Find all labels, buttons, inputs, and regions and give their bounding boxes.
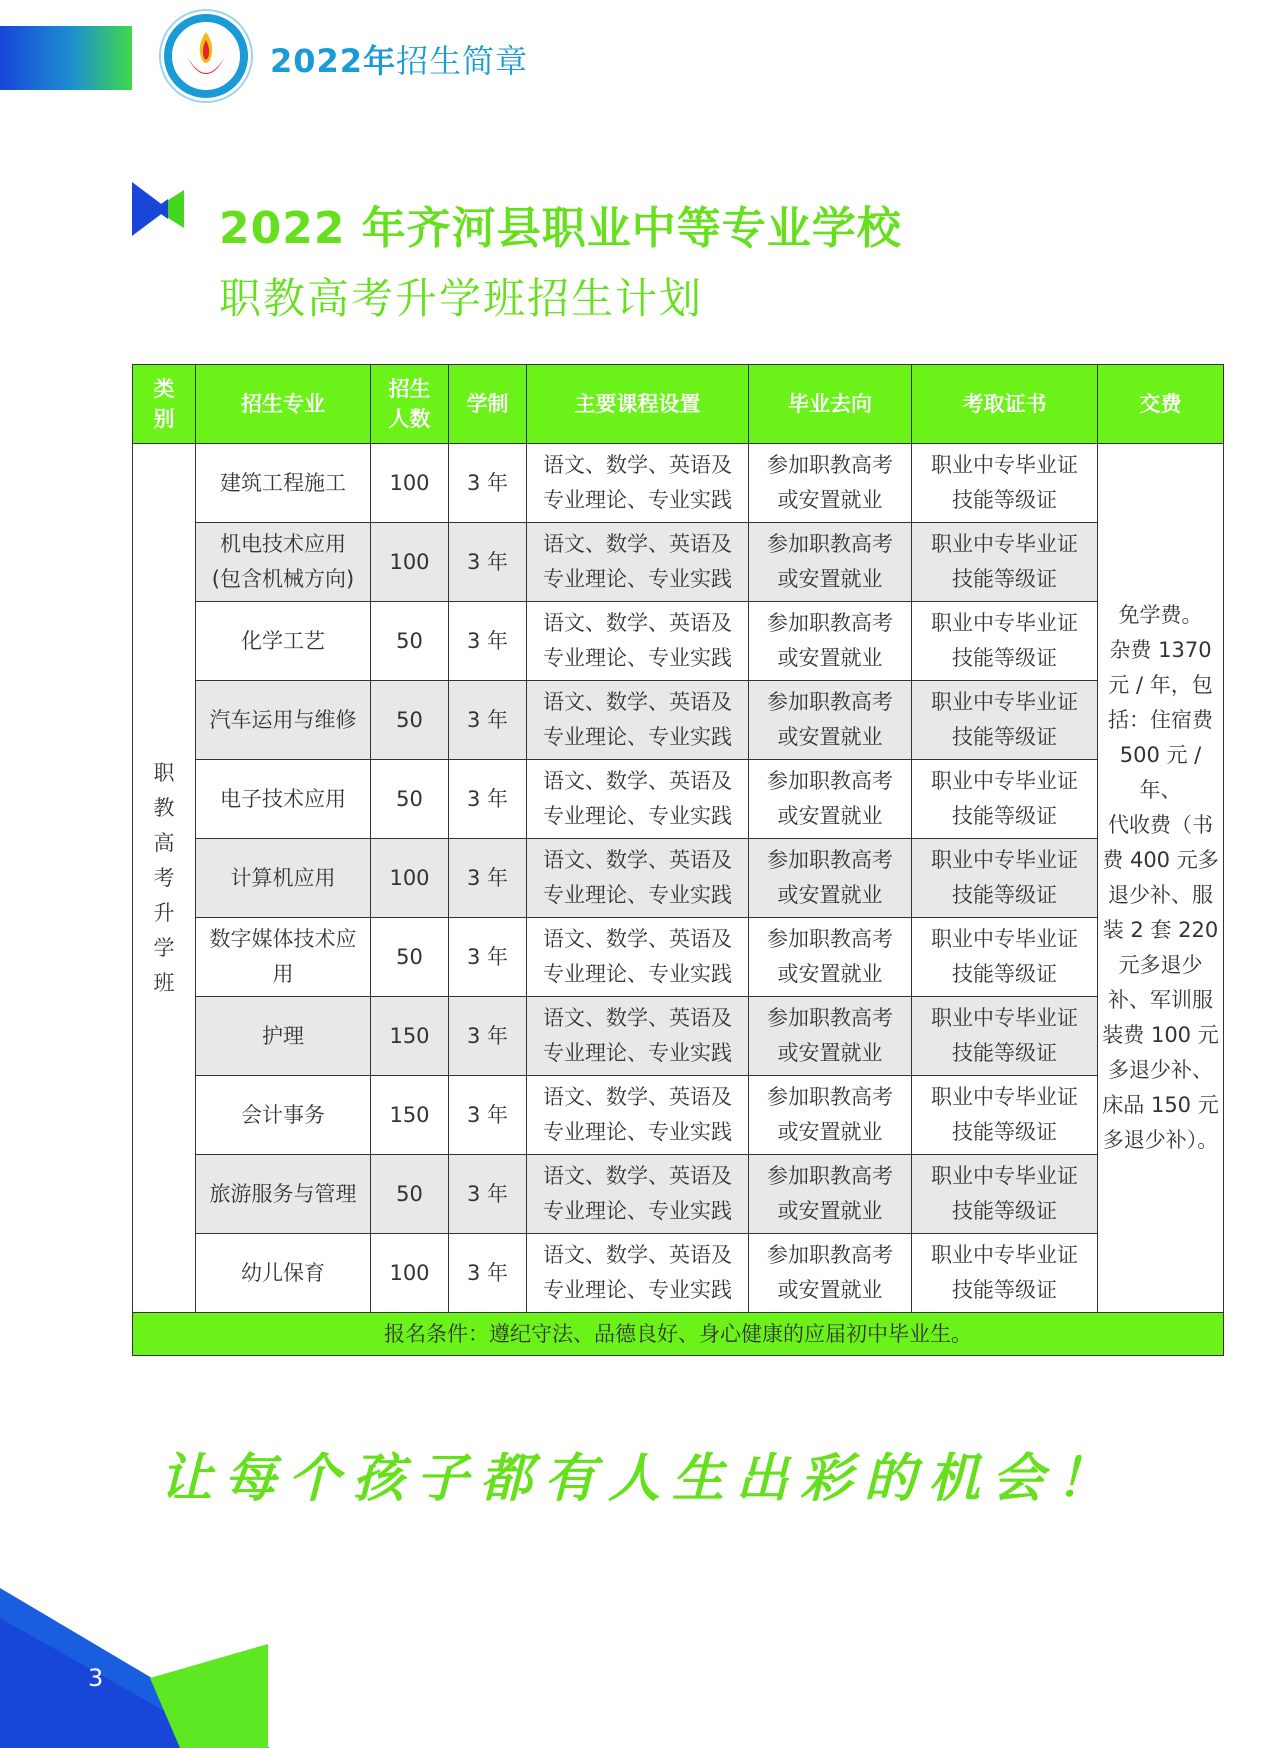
school-logo-icon <box>158 8 254 104</box>
duration-cell: 3 年 <box>449 1155 527 1234</box>
enrollment-requirements: 报名条件：遵纪守法、品德良好、身心健康的应届初中毕业生。 <box>133 1313 1224 1356</box>
header-count: 招生 人数 <box>371 365 449 444</box>
courses-cell: 语文、数学、英语及 专业理论、专业实践 <box>527 1155 749 1234</box>
courses-cell: 语文、数学、英语及 专业理论、专业实践 <box>527 1234 749 1313</box>
count-cell: 150 <box>371 1076 449 1155</box>
table-row <box>133 1234 1224 1313</box>
table-row <box>133 839 1224 918</box>
count-cell: 50 <box>371 918 449 997</box>
table-row <box>133 681 1224 760</box>
category-cell: 职 教 高 考 升 学 班 <box>133 444 196 1313</box>
certificates-cell: 职业中专毕业证 技能等级证 <box>912 997 1098 1076</box>
major-cell: 化学工艺 <box>196 602 371 681</box>
table-row <box>133 1155 1224 1234</box>
duration-cell: 3 年 <box>449 1076 527 1155</box>
courses-cell: 语文、数学、英语及 专业理论、专业实践 <box>527 918 749 997</box>
courses-cell: 语文、数学、英语及 专业理论、专业实践 <box>527 602 749 681</box>
destination-cell: 参加职教高考 或安置就业 <box>749 997 912 1076</box>
count-cell: 50 <box>371 681 449 760</box>
table-row <box>133 523 1224 602</box>
enrollment-plan-table <box>132 364 1224 1356</box>
table-header-row <box>133 365 1224 444</box>
table-footer-row <box>133 1313 1224 1356</box>
destination-cell: 参加职教高考 或安置就业 <box>749 1155 912 1234</box>
duration-cell: 3 年 <box>449 997 527 1076</box>
major-cell: 会计事务 <box>196 1076 371 1155</box>
table-row <box>133 444 1224 523</box>
count-cell: 100 <box>371 839 449 918</box>
count-cell: 100 <box>371 523 449 602</box>
destination-cell: 参加职教高考 或安置就业 <box>749 918 912 997</box>
major-cell: 建筑工程施工 <box>196 444 371 523</box>
header-certificates: 考取证书 <box>912 365 1098 444</box>
page-title: 2022 年齐河县职业中等专业学校 <box>219 203 902 254</box>
count-cell: 150 <box>371 997 449 1076</box>
header-courses: 主要课程设置 <box>527 365 749 444</box>
table-row <box>133 918 1224 997</box>
header-duration: 学制 <box>449 365 527 444</box>
destination-cell: 参加职教高考 或安置就业 <box>749 602 912 681</box>
table-row <box>133 1076 1224 1155</box>
certificates-cell: 职业中专毕业证 技能等级证 <box>912 681 1098 760</box>
table-row <box>133 602 1224 681</box>
courses-cell: 语文、数学、英语及 专业理论、专业实践 <box>527 760 749 839</box>
courses-cell: 语文、数学、英语及 专业理论、专业实践 <box>527 523 749 602</box>
duration-cell: 3 年 <box>449 681 527 760</box>
table-row <box>133 760 1224 839</box>
duration-cell: 3 年 <box>449 444 527 523</box>
major-cell: 电子技术应用 <box>196 760 371 839</box>
count-cell: 100 <box>371 1234 449 1313</box>
major-cell: 汽车运用与维修 <box>196 681 371 760</box>
duration-cell: 3 年 <box>449 839 527 918</box>
destination-cell: 参加职教高考 或安置就业 <box>749 681 912 760</box>
duration-cell: 3 年 <box>449 602 527 681</box>
corner-decoration <box>0 1588 270 1748</box>
page-subtitle: 职教高考升学班招生计划 <box>219 274 704 323</box>
certificates-cell: 职业中专毕业证 技能等级证 <box>912 1155 1098 1234</box>
slogan: 让每个孩子都有人生出彩的机会！ <box>159 1448 1120 1509</box>
header-fees: 交费 <box>1098 365 1224 444</box>
destination-cell: 参加职教高考 或安置就业 <box>749 760 912 839</box>
table-row <box>133 997 1224 1076</box>
duration-cell: 3 年 <box>449 760 527 839</box>
destination-cell: 参加职教高考 或安置就业 <box>749 523 912 602</box>
major-cell: 计算机应用 <box>196 839 371 918</box>
certificates-cell: 职业中专毕业证 技能等级证 <box>912 1234 1098 1313</box>
duration-cell: 3 年 <box>449 918 527 997</box>
certificates-cell: 职业中专毕业证 技能等级证 <box>912 918 1098 997</box>
count-cell: 100 <box>371 444 449 523</box>
major-cell: 旅游服务与管理 <box>196 1155 371 1234</box>
title-arrow-icon <box>132 182 188 236</box>
header-major: 招生专业 <box>196 365 371 444</box>
certificates-cell: 职业中专毕业证 技能等级证 <box>912 602 1098 681</box>
certificates-cell: 职业中专毕业证 技能等级证 <box>912 760 1098 839</box>
duration-cell: 3 年 <box>449 523 527 602</box>
destination-cell: 参加职教高考 或安置就业 <box>749 839 912 918</box>
header-title: 2022年招生简章 <box>270 42 529 80</box>
count-cell: 50 <box>371 602 449 681</box>
count-cell: 50 <box>371 760 449 839</box>
header-category: 类 别 <box>133 365 196 444</box>
certificates-cell: 职业中专毕业证 技能等级证 <box>912 1076 1098 1155</box>
major-cell: 数字媒体技术应 用 <box>196 918 371 997</box>
major-cell: 幼儿保育 <box>196 1234 371 1313</box>
courses-cell: 语文、数学、英语及 专业理论、专业实践 <box>527 681 749 760</box>
major-cell: 机电技术应用 (包含机械方向) <box>196 523 371 602</box>
courses-cell: 语文、数学、英语及 专业理论、专业实践 <box>527 1076 749 1155</box>
courses-cell: 语文、数学、英语及 专业理论、专业实践 <box>527 444 749 523</box>
certificates-cell: 职业中专毕业证 技能等级证 <box>912 839 1098 918</box>
major-cell: 护理 <box>196 997 371 1076</box>
count-cell: 50 <box>371 1155 449 1234</box>
certificates-cell: 职业中专毕业证 技能等级证 <box>912 444 1098 523</box>
duration-cell: 3 年 <box>449 1234 527 1313</box>
header-destination: 毕业去向 <box>749 365 912 444</box>
destination-cell: 参加职教高考 或安置就业 <box>749 1234 912 1313</box>
destination-cell: 参加职教高考 或安置就业 <box>749 1076 912 1155</box>
fee-cell: 免学费。 杂费 1370 元 / 年，包 括：住宿费 500 元 / 年、 代收费（书 费 400 元多 退少补、服 装 2 套 220 元多退少 补、军训服 装费 100 元 多退少补、 床品 150 元 多退少补）。 <box>1098 444 1224 1313</box>
courses-cell: 语文、数学、英语及 专业理论、专业实践 <box>527 839 749 918</box>
page-number: 3 <box>88 1664 104 1692</box>
destination-cell: 参加职教高考 或安置就业 <box>749 444 912 523</box>
courses-cell: 语文、数学、英语及 专业理论、专业实践 <box>527 997 749 1076</box>
header-accent-bar <box>0 26 132 90</box>
certificates-cell: 职业中专毕业证 技能等级证 <box>912 523 1098 602</box>
